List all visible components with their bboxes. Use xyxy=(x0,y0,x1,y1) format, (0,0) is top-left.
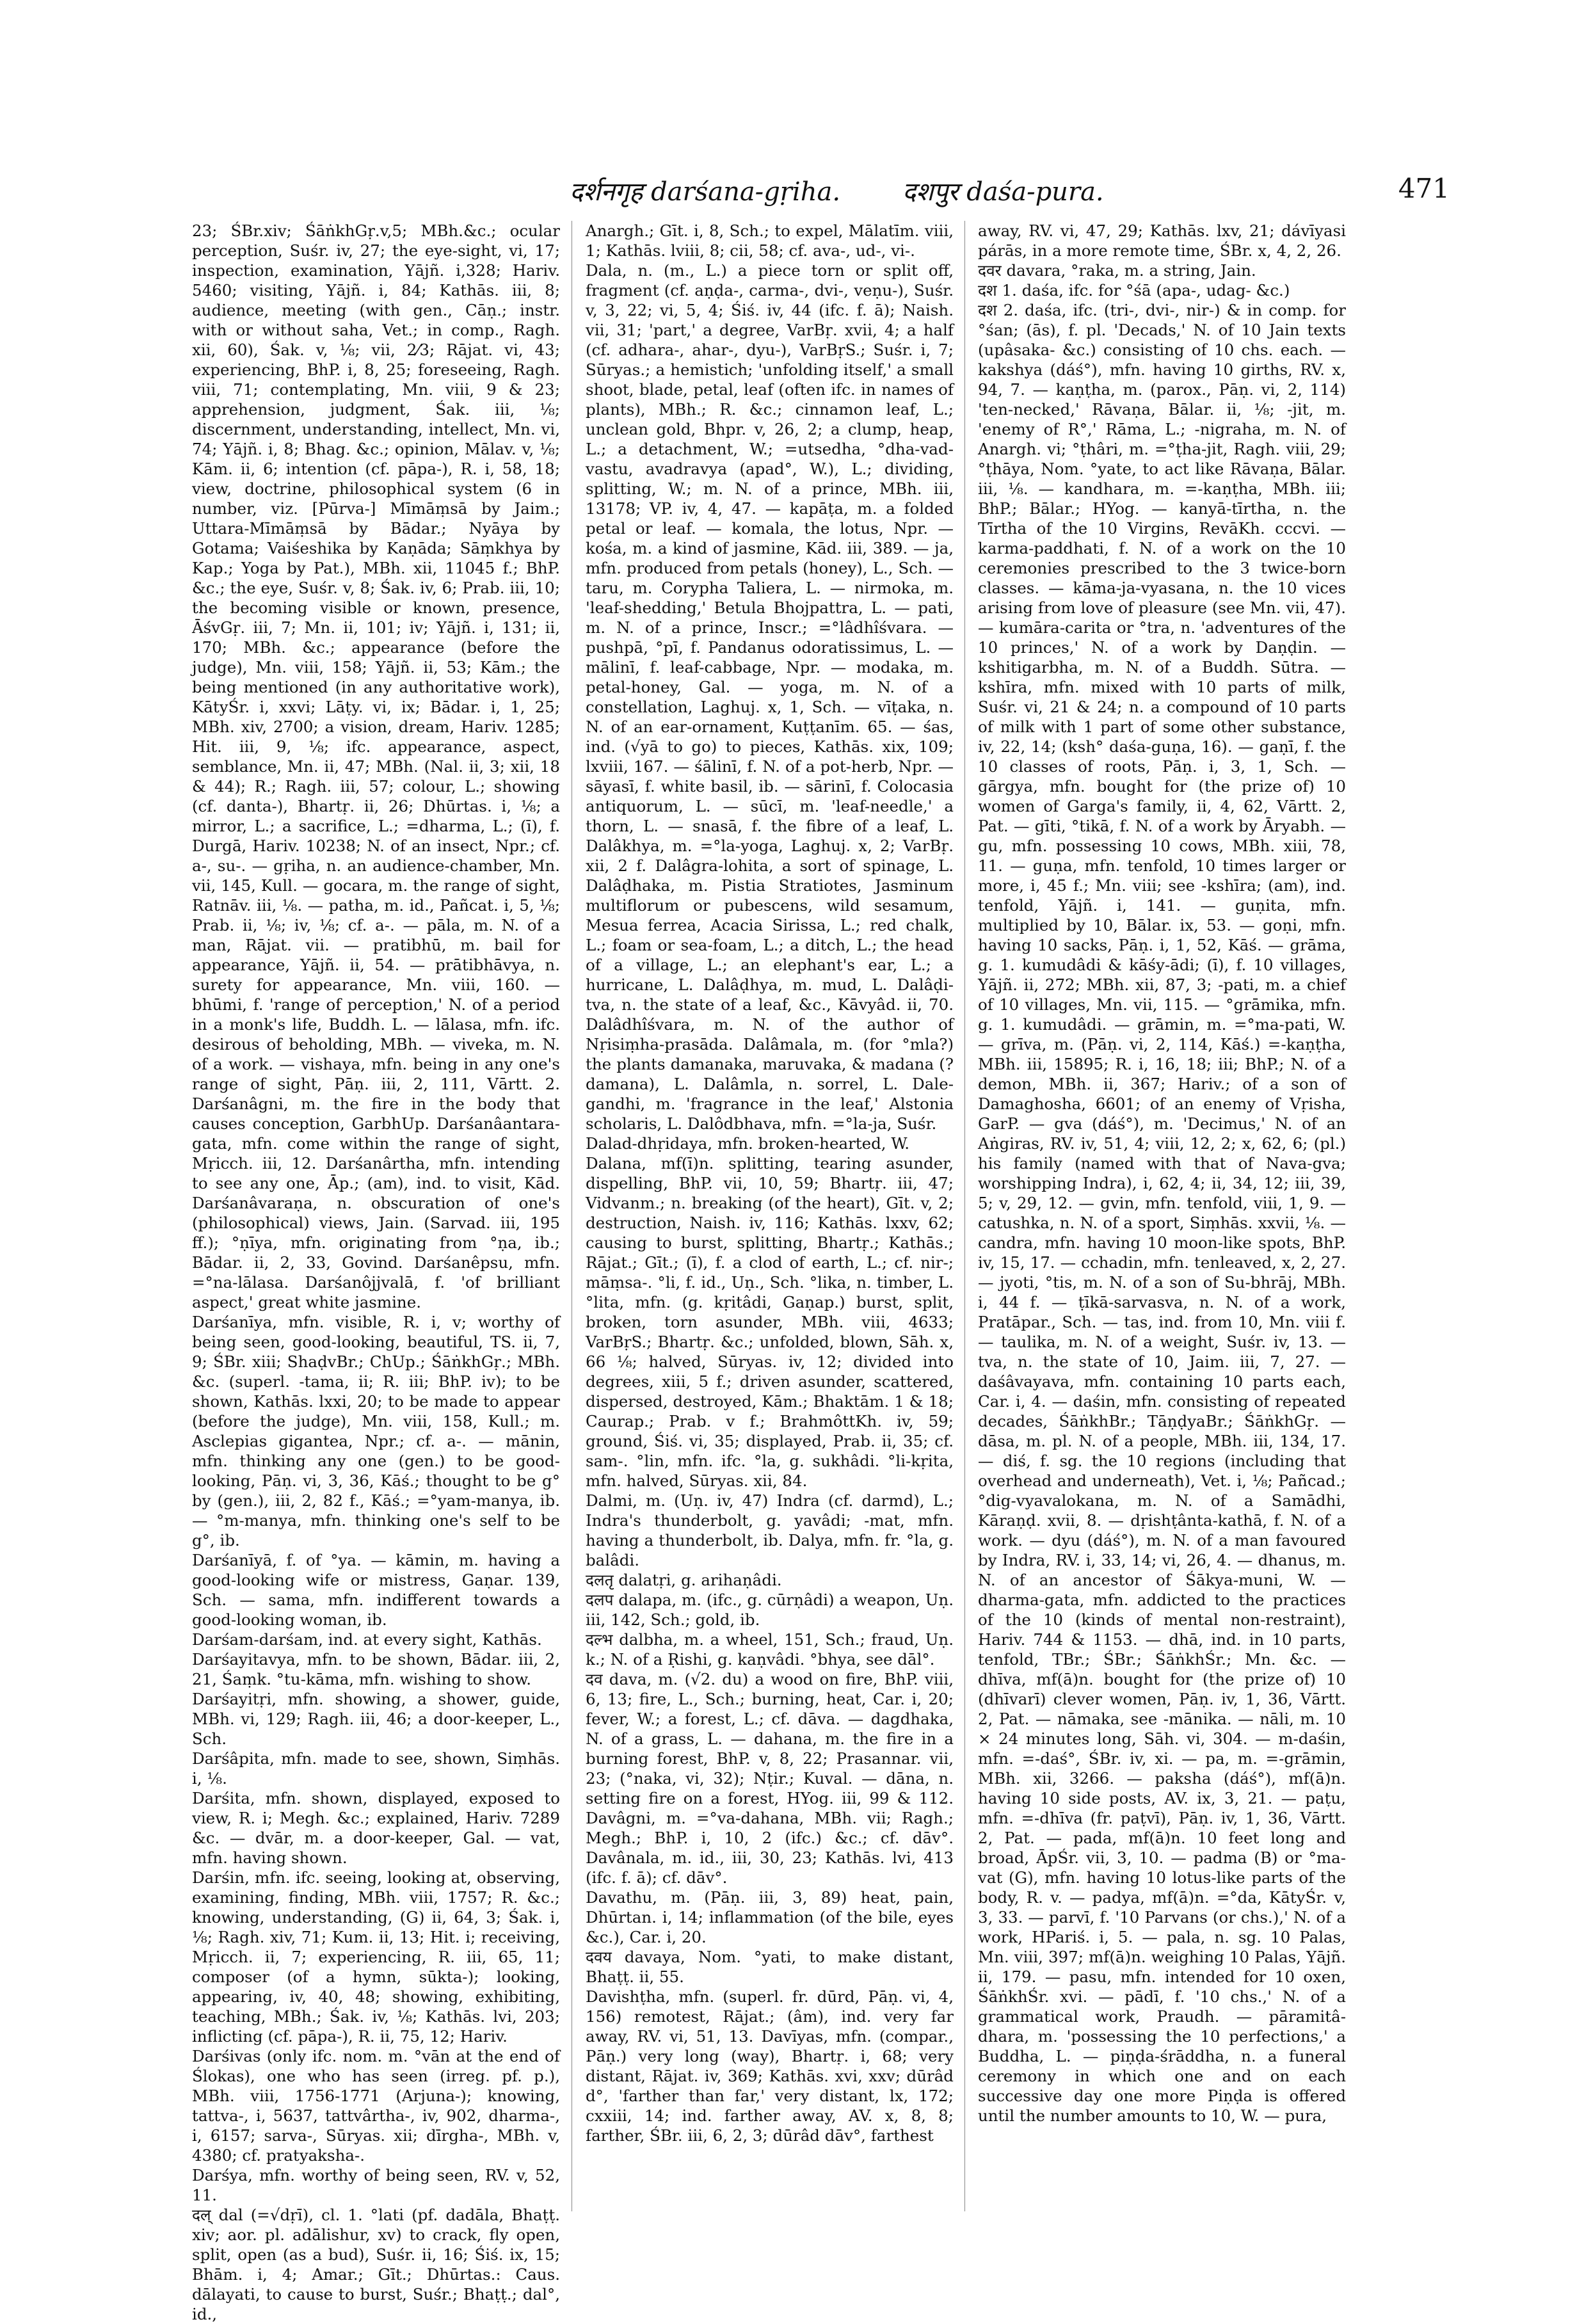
page-header xyxy=(192,173,1450,218)
column-rule xyxy=(964,221,965,2211)
dictionary-entry: 23; ŚBr.xiv; ŚāṅkhGṛ.v,5; MBh.&c.; ocular perception, Suśr. iv, 27; the eye-sight, vi, 17; inspection, examination, Yājñ. i,328; Hariv. 5460; visiting, Yājñ. i, 84; Kathās. iii, 8; audience, meeting (with gen., Cāṇ.; instr. with or without saha, Vet.; in comp., Ragh. xii, 60), Śak. v, ⅛; vii, 2⁄3; Rājat. vi, 43; experiencing, BhP. i, 8, 25; foreseeing, Ragh. viii, 71; contemplating, Mn. viii, 9 & 23; apprehension, judgment, Śak. iii, ⅛; discernment, understanding, intellect, Mn. vi, 74; Yājñ. i, 8; Bhag. &c.; opinion, Mālav. v, ⅛; Kām. ii, 6; intention (cf. pāpa-), R. i, 58, 18; view, doctrine, philosophical system (6 in number, viz. [Pūrva-] Mīmāṃsā by Jaim.; Uttara-Mīmāṃsā by Bādar.; Nyāya by Gotama; Vaiśeshika by Kaṇāda; Sāṃkhya by Kap.; Yoga by Pat.), MBh. xii, 11045 f.; BhP. &c.; the eye, Suśr. v, 8; Śak. iv, 6; Prab. iii, 10; the becoming visible or known, presence, ĀśvGṛ. iii, 7; Mn. ii, 101; iv; Yājñ. i, 131; ii, 170; MBh. &c.; appearance (before the judge), Mn. viii, 158; Yājñ. ii, 53; Kām.; the being mentioned (in any authoritative work), KātyŚr. i, xxvi; Lāṭy. vi, ix; Bādar. i, 1, 25; MBh. xiv, 2700; a vision, dream, Hariv. 1285; Hit. iii, 9, ⅛; ifc. appearance, aspect, semblance, Mn. ii, 47; MBh. (Nal. ii, 3; xii, 18 & 44); R.; Ragh. iii, 57; colour, L.; showing (cf. danta-), Bhartṛ. ii, 26; Dhūrtas. i, ⅛; a mirror, L.; a sacrifice, L.; =dharma, L.; (ī), f. Durgā, Hariv. 10238; N. of an insect, Npr.; cf. a-, su-. — gṛiha, n. an audience-chamber, Mn. vii, 145, Kull. — gocara, m. the range of sight, Ratnāv. iii, ⅛. — patha, m. id., Pañcat. i, 5, ⅛; Prab. ii, ⅛; iv, ⅛; cf. a-. — pāla, m. N. of a man, Rājat. vii. — pratibhū, m. bail for appearance, Yājñ. ii, 54. — prātibhāvya, n. surety for appearance, Mn. viii, 160. — bhūmi, f. 'range of perception,' N. of a period in a monk's life, Buddh. L. — lālasa, mfn. ifc. desirous of beholding, MBh. — viveka, m. N. of a work. — vishaya, mfn. being in any one's range of sight, Pāṇ. iii, 2, 111, Vārtt. 2. Darśanâgni, m. the fire in the body that causes conception, GarbhUp. Darśanâantara-gata, mfn. come within the range of sight, Mṛicch. iii, 12. Darśanârtha, mfn. intending to see any one, Āp.; (am), ind. to visit, Kād. Darśanâvaraṇa, n. obscuration of one's (philosophical) views, Jain. (Sarvad. iii, 195 ff.); °ṇīya, mfn. originating from °ṇa, ib.; Bādar. ii, 2, 33, Govind. Darśanêpsu, mfn. =°na-lālasa. Darśanôjjvalā, f. 'of brilliant aspect,' great white jasmine. xyxy=(192,221,560,1311)
dictionary-entry: Darśam-darśam, ind. at every sight, Kathās. xyxy=(192,1630,542,1649)
dictionary-entry: दलप dalapa, m. (ifc., g. cūrṇâdi) a weapon, Uṇ. iii, 142, Sch.; gold, ib. xyxy=(586,1591,954,1629)
column-3 xyxy=(978,221,1346,2211)
dictionary-entry: दवर davara, °raka, m. a string, Jain. xyxy=(978,261,1256,280)
dictionary-entry: Anargh.; Gīt. i, 8, Sch.; to expel, Mālatīm. viii, 1; Kathās. lviii, 8; cii, 58; cf. ava-, ud-, vi-. xyxy=(586,221,954,260)
dictionary-entry: दश 1. daśa, ifc. for °śā (apa-, udag- &c.) xyxy=(978,281,1290,300)
dictionary-entry: दश 2. daśa, ifc. (tri-, dvi-, nir-) & in comp. for °śan; (ās), f. pl. 'Decads,' N. of 10 Jain texts (upâsaka- &c.) consisting of 10 chs. each. — kakshya (dáś°), mfn. having 10 girths, RV. x, 94, 7. — kaṇṭha, m. (parox., Pāṇ. vi, 2, 114) 'ten-necked,' Rāvaṇa, Bālar. ii, ⅛; -jit, m. 'enemy of R°,' Rāma, L.; -nigraha, m. N. of Anargh. vi; °ṭhâri, m. =°ṭha-jit, Ragh. viii, 29; °ṭhāya, Nom. °yate, to act like Rāvaṇa, Bālar. iii, ⅛. — kandhara, m. =-kaṇṭha, MBh. iii; BhP.; Bālar.; HYog. — kanyā-tīrtha, n. the Tīrtha of the 10 Virgins, RevāKh. cccvi. — karma-paddhati, f. N. of a work on the 10 ceremonies prescribed to the 3 twice-born classes. — kāma-ja-vyasana, n. the 10 vices arising from love of pleasure (see Mn. vii, 47). — kumāra-carita or °tra, n. 'adventures of the 10 princes,' N. of a work by Daṇḍin. — kshitigarbha, m. N. of a Buddh. Sūtra. — kshīra, mfn. mixed with 10 parts of milk, Suśr. vi, 21 & 24; n. a compound of 10 parts of milk with 1 part of some other substance, iv, 22, 14; (ksh° daśa-guṇa, 16). — gaṇī, f. the 10 classes of roots, Pāṇ. i, 3, 1, Sch. — gārgya, mfn. bought for (the prize of) 10 women of Garga's family, ii, 4, 62, Vārtt. 2, Pat. — gīti, °tikā, f. N. of a work by Āryabh. — gu, mfn. possessing 10 cows, MBh. xiii, 78, 11. — guṇa, mfn. tenfold, 10 times larger or more, i, 45 f.; Mn. viii; see -kshīra; (am), ind. tenfold, Yājñ. i, 141. — guṇita, mfn. multiplied by 10, Bālar. ix, 53. — goṇi, mfn. having 10 sacks, Pāṇ. i, 1, 52, Kāś. — grāma, g. 1. kumudâdi & kāśy-ādi; (ī), f. 10 villages, Yājñ. ii, 272; MBh. xii, 87, 3; -pati, m. a chief of 10 villages, Mn. vii, 115. — °grāmika, mfn. g. 1. kumudâdi. — grāmin, m. =°ma-pati, W. — grīva, m. (Pāṇ. vi, 2, 114, Kāś.) =-kaṇṭha, MBh. iii, 15895; R. i, 16, 18; iii; BhP.; N. of a demon, MBh. ii, 367; Hariv.; of a son of Damaghosha, 6601; of an enemy of Vṛisha, GarP. — gva (dáś°), m. 'Decimus,' N. of an Aṅgiras, RV. iv, 51, 4; viii, 12, 2; x, 62, 6; (pl.) his family (named with that of Nava-gva; worshipping Indra), i, 62, 4; ii, 34, 12; iii, 39, 5; v, 29, 12. — gvin, mfn. tenfold, viii, 1, 9. — catushka, n. N. of a sport, Siṃhās. xxvii, ⅛. — candra, mfn. having 10 moon-like spots, BhP. iv, 15, 17. — cchadin, mfn. tenleaved, x, 2, 27. — jyoti, °tis, m. N. of a son of Su-bhrāj, MBh. i, 44 f. — ṭīkā-sarvasva, n. N. of a work, Pratāpar., Sch. — tas, ind. from 10, Mn. viii f. — taulika, m. N. of a weight, Suśr. iv, 13. — tva, n. the state of 10, Jaim. iii, 7, 27. — daśâvayava, mfn. containing 10 parts each, Car. i, 4. — daśin, mfn. consisting of repeated decades, ŚāṅkhBr.; TāṇḍyaBr.; ŚāṅkhGṛ. — dāsa, m. pl. N. of a people, MBh. iii, 134, 17. — diś, f. sg. the 10 regions (including that overhead and underneath), Vet. i, ⅛; Pañcad.; °dig-vyavalokana, m. N. of a Samādhi, Kāraṇḍ. xvii, 8. — dṛishṭânta-kathā, f. N. of a work. — dyu (dáś°), m. N. of a man favoured by Indra, RV. i, 33, 14; vi, 26, 4. — dhanus, m. N. of an ancestor of Śākya-muni, W. — dharma-gata, mfn. addicted to the practices of the 10 (kinds of mental non-restraint), Hariv. 744 & 1153. — dhā, ind. in 10 parts, tenfold, TBr.; ŚBr.; ŚāṅkhŚr.; Mn. &c. — dhīva, mf(ā)n. bought for (the prize of) 10 (dhīvarī) clever women, Pāṇ. iv, 1, 36, Vārtt. 2, Pat. — nāmaka, see -mānika. — nāli, m. 10 × 24 minutes long, Sāh. vi, 304. — m-daśin, mfn. =-daś°, ŚBr. iv, xi. — pa, m. =-grāmin, MBh. xii, 3266. — paksha (dáś°), mf(ā)n. having 10 side posts, AV. ix, 3, 21. — paṭu, mfn. =-dhīva (fr. paṭvī), Pāṇ. iv, 1, 36, Vārtt. 2, Pat. — pada, mf(ā)n. 10 feet long and broad, ĀpŚr. vii, 3, 10. — padma (B) or °ma-vat (G), mfn. having 10 lotus-like parts of the body, R. v. — padya, mf(ā)n. =°da, KātyŚr. v, 3, 33. — parvī, f. '10 Parvans (or chs.),' N. of a work, HPariś. i, 5. — pala, n. sg. 10 Palas, Mn. viii, 397; mf(ā)n. weighing 10 Palas, Yājñ. ii, 179. — pasu, mfn. intended for 10 oxen, ŚāṅkhŚr. xvi. — pādī, f. '10 chs.,' N. of a grammatical work, Praudh. — pāramitâ-dhara, m. 'possessing the 10 perfections,' a Buddha, L. — piṇḍa-śrāddha, n. a funeral ceremony in which one and on each successive day one more Piṇḍa is offered until the number amounts to 10, W. — pura, xyxy=(978,301,1346,2125)
dictionary-entry: away, RV. vi, 47, 29; Kathās. lxv, 21; dávīyasi párās, in a more remote time, ŚBr. x, 4, 2, 26. xyxy=(978,221,1346,260)
dictionary-entry: Davathu, m. (Pāṇ. iii, 3, 89) heat, pain, Dhūrtan. i, 14; inflammation (of the bile, eyes &c.), Car. i, 20. xyxy=(586,1888,954,1946)
dictionary-entry: दल् dal (=√dṛī), cl. 1. °lati (pf. dadāla, Bhaṭṭ. xiv; aor. pl. adālishur, xv) to crack, fly open, split, open (as a bud), Suśr. ii, 16; Śiś. ix, 15; Bhām. i, 4; Amar.; Gīt.; Dhūrtas.: Caus. dālayati, to cause to burst, Suśr.; Bhaṭṭ.; dal°, id., xyxy=(192,2206,560,2323)
dictionary-entry: Darśayitavya, mfn. to be shown, Bādar. iii, 2, 21, Śaṃk. °tu-kāma, mfn. wishing to show. xyxy=(192,1650,560,1688)
column-2 xyxy=(586,221,954,2211)
dictionary-entry: Darśanīya, mfn. visible, R. i, v; worthy of being seen, good-looking, beautiful, TS. ii, 7, 9; ŚBr. xiii; ShaḍvBr.; ChUp.; ŚāṅkhGṛ.; MBh. &c. (superl. -tama, ii; R. iii; BhP. iv); to be shown, Kathās. lxxi, 20; to be made to appear (before the judge), Mn. viii, 158, Kull.; m. Asclepias gigantea, Npr.; cf. a-. — mānin, mfn. thinking any one (gen.) to be good-looking, Pāṇ. vi, 3, 36, Kāś.; thought to be g° by (gen.), iii, 2, 82 f., Kāś.; =°yam-manya, ib. — °m-manya, mfn. thinking one's self to be g°, ib. xyxy=(192,1313,560,1550)
dictionary-entry: Darśâpita, mfn. made to see, shown, Siṃhās. i, ⅛. xyxy=(192,1749,560,1788)
dictionary-entry: Darśya, mfn. worthy of being seen, RV. v, 52, 11. xyxy=(192,2166,560,2204)
right-running-head: दशपुर daśa-pura. xyxy=(902,177,1104,207)
dictionary-entry: दव dava, m. (√2. du) a wood on fire, BhP. viii, 6, 13; fire, L., Sch.; burning, heat, Car. i, 20; fever, W.; a forest, L.; cf. dāva. — dagdhaka, N. of a grass, L. — dahana, m. the fire in a burning forest, BhP. v, 8, 22; Prasannar. vii, 23; (°naka, vi, 32); Nṭir.; Kuval. — dāna, n. setting fire on a forest, HYog. iii, 99 & 112. Davâgni, m. =°va-dahana, MBh. vii; Ragh.; Megh.; BhP. i, 10, 2 (ifc.) &c.; cf. dāv°. Davânala, m. id., iii, 30, 23; Kathās. lvi, 413 (ifc. f. ā); cf. dāv°. xyxy=(586,1670,954,1887)
dictionary-entry: Dalana, mf(ī)n. splitting, tearing asunder, dispelling, BhP. vii, 10, 59; Bhartṛ. iii, 47; Vidvanm.; n. breaking (of the heart), Gīt. v, 2; destruction, Naish. iv, 116; Kathās. lxxv, 62; causing to burst, splitting, Bhartṛ.; Kathās.; Rājat.; Gīt.; (ī), f. a clod of earth, L.; cf. nir-; māṃsa-. °li, f. id., Uṇ., Sch. °lika, n. timber, L. °lita, mfn. (g. kṛitâdi, Gaṇap.) burst, split, broken, torn asunder, MBh. viii, 4633; VarBṛS.; Bhartṛ. &c.; unfolded, blown, Sāh. x, 66 ⅛; halved, Sūryas. iv, 12; divided into degrees, xiii, 5 f.; driven asunder, scattered, dispersed, destroyed, Kām.; Bhaktām. 1 & 18; Caurap.; Prab. v f.; BrahmôttKh. iv, 59; ground, Śiś. vi, 35; displayed, Prab. ii, 35; cf. sam-. °lin, mfn. ifc. °la, g. sukhâdi. °li-kṛita, mfn. halved, Sūryas. xii, 84. xyxy=(586,1154,954,1490)
dictionary-entry: Dalmi, m. (Uṇ. iv, 47) Indra (cf. darmd), L.; Indra's thunderbolt, g. yavâdi; -mat, mfn. having a thunderbolt, ib. Dalya, mfn. fr. °la, g. balâdi. xyxy=(586,1491,954,1569)
dictionary-entry: दल्भ dalbha, m. a wheel, 151, Sch.; fraud, Uṇ. k.; N. of a Ṛishi, g. kaṇvâdi. °bhya, see dāl°. xyxy=(586,1630,954,1669)
dictionary-entry: दवय davaya, Nom. °yati, to make distant, Bhaṭṭ. ii, 55. xyxy=(586,1948,954,1986)
dictionary-entry: Darśivas (only ifc. nom. m. °vān at the end of Ślokas), one who has seen (irreg. pf. p.), MBh. viii, 1756-1771 (Arjuna-); knowing, tattva-, i, 5637, tattvârtha-, iv, 902, dharma-, i, 6157; sarva-, Sūryas. xii; dīrgha-, MBh. v, 4380; cf. pratyaksha-. xyxy=(192,2047,560,2165)
page-number: 471 xyxy=(1398,173,1450,204)
dictionary-entry: Darśin, mfn. ifc. seeing, looking at, observing, examining, finding, MBh. viii, 1757; R. &c.; knowing, understanding, (G) ii, 64, 3; Śak. i, ⅛; Ragh. xiv, 71; Kum. ii, 13; Hit. i; receiving, Mṛicch. ii, 7; experiencing, R. iii, 65, 11; composer (of a hymn, sūkta-); looking, appearing, iv, 40, 48; showing, exhibiting, teaching, MBh.; Śak. iv, ⅛; Kathās. lvi, 203; inflicting (cf. pāpa-), R. ii, 75, 12; Hariv. xyxy=(192,1868,560,2046)
dictionary-entry: Darśayitṛi, mfn. showing, a shower, guide, MBh. vi, 129; Ragh. iii, 46; a door-keeper, L., Sch. xyxy=(192,1690,560,1748)
dictionary-entry: Davishṭha, mfn. (superl. fr. dūrd, Pāṇ. vi, 4, 156) remotest, Rājat.; (âm), ind. very far away, RV. vi, 51, 13. Davīyas, mfn. (compar., Pāṇ.) very long (way), Bhartṛ. i, 68; very distant, Rājat. iv, 369; Kathās. xvi, xxv; dūrâd d°, 'farther than far,' very distant, lx, 172; cxxiii, 14; ind. farther away, AV. x, 8, 8; farther, ŚBr. iii, 6, 2, 3; dūrâd dāv°, farthest xyxy=(586,1987,954,2145)
column-1 xyxy=(192,221,560,2323)
dictionary-entry: Dala, n. (m., L.) a piece torn or split off, fragment (cf. aṇḍa-, carma-, dvi-, veṇu-), Suśr. v, 3, 22; vi, 5, 4; Śiś. iv, 44 (ifc. f. ā); Naish. vii, 31; 'part,' a degree, VarBṛ. xvii, 4; a half (cf. adhara-, ahar-, dyu-), VarBṛS.; Suśr. i, 7; Sūryas.; a hemistich; 'unfolding itself,' a small shoot, blade, petal, leaf (often ifc. in names of plants), MBh.; R. &c.; cinnamon leaf, L.; unclean gold, Bhpr. v, 26, 2; a clump, heap, L.; a detachment, W.; =utsedha, °dha-vad-vastu, avadravya (apad°, W.), L.; dividing, splitting, W.; m. N. of a prince, MBh. iii, 13178; VP. iv, 4, 47. — kapāṭa, m. a folded petal or leaf. — komala, the lotus, Npr. — kośa, m. a kind of jasmine, Kād. iii, 389. — ja, mfn. produced from petals (honey), L., Sch. — taru, m. Corypha Taliera, L. — nirmoka, m. 'leaf-shedding,' Betula Bhojpattra, L. — pati, m. N. of a prince, Inscr.; =°lâdhîśvara. — pushpā, °pī, f. Pandanus odoratissimus, L. — mālinī, f. leaf-cabbage, Npr. — modaka, m. petal-honey, Gal. — yoga, m. N. of a constellation, Laghuj. x, 1, Sch. — vīṭaka, n. N. of an ear-ornament, Kuṭṭanīm. 65. — śas, ind. (√yā to go) to pieces, Kathās. xix, 109; lxviii, 167. — śālinī, f. N. of a pot-herb, Npr. — sāyasī, f. white basil, ib. — sārinī, f. Colocasia antiquorum, L. — sūcī, m. 'leaf-needle,' a thorn, L. — snasā, f. the fibre of a leaf, L. Dalâkhya, m. =°la-yoga, Laghuj. x, 2; VarBṛ. xii, 2 f. Dalâgra-lohita, a sort of spinage, L. Dalâḍhaka, m. Pistia Stratiotes, Jasminum multiflorum or pubescens, wild sesamum, Mesua ferrea, Acacia Sirissa, L.; red chalk, L.; foam or sea-foam, L.; a ditch, L.; the head of a village, L.; an elephant's ear, L.; a hurricane, L. Dalâḍhya, m. mud, L. Dalâḍi-tva, n. the state of a leaf, &c., Kāvyâd. ii, 70. Dalâdhîśvara, m. N. of the author of Nṛisiṃha-prasāda. Dalâmala, m. (for °mla?) the plants damanaka, maruvaka, & madana (?damana), L. Dalâmla, n. sorrel, L. Dale-gandhi, m. 'fragrance in the leaf,' Alstonia scholaris, L. Dalôdbhava, mfn. =°la-ja, Suśr. xyxy=(586,261,954,1133)
dictionary-entry: Darśanīyā, f. of °ya. — kāmin, m. having a good-looking wife or mistress, Gaṇar. 139, Sch. — sama, mfn. indifferent towards a good-looking woman, ib. xyxy=(192,1551,560,1629)
dictionary-entry: Dalad-dhṛidaya, mfn. broken-hearted, W. xyxy=(586,1134,910,1153)
dictionary-entry: Darśita, mfn. shown, displayed, exposed to view, R. i; Megh. &c.; explained, Hariv. 7289 &c. — dvār, m. a door-keeper, Gal. — vat, mfn. having shown. xyxy=(192,1789,560,1867)
left-running-head: दर्शनगृह darśana-gṛiha. xyxy=(570,177,841,207)
dictionary-entry: दलतृ dalatṛi, g. arihaṇâdi. xyxy=(586,1571,782,1589)
